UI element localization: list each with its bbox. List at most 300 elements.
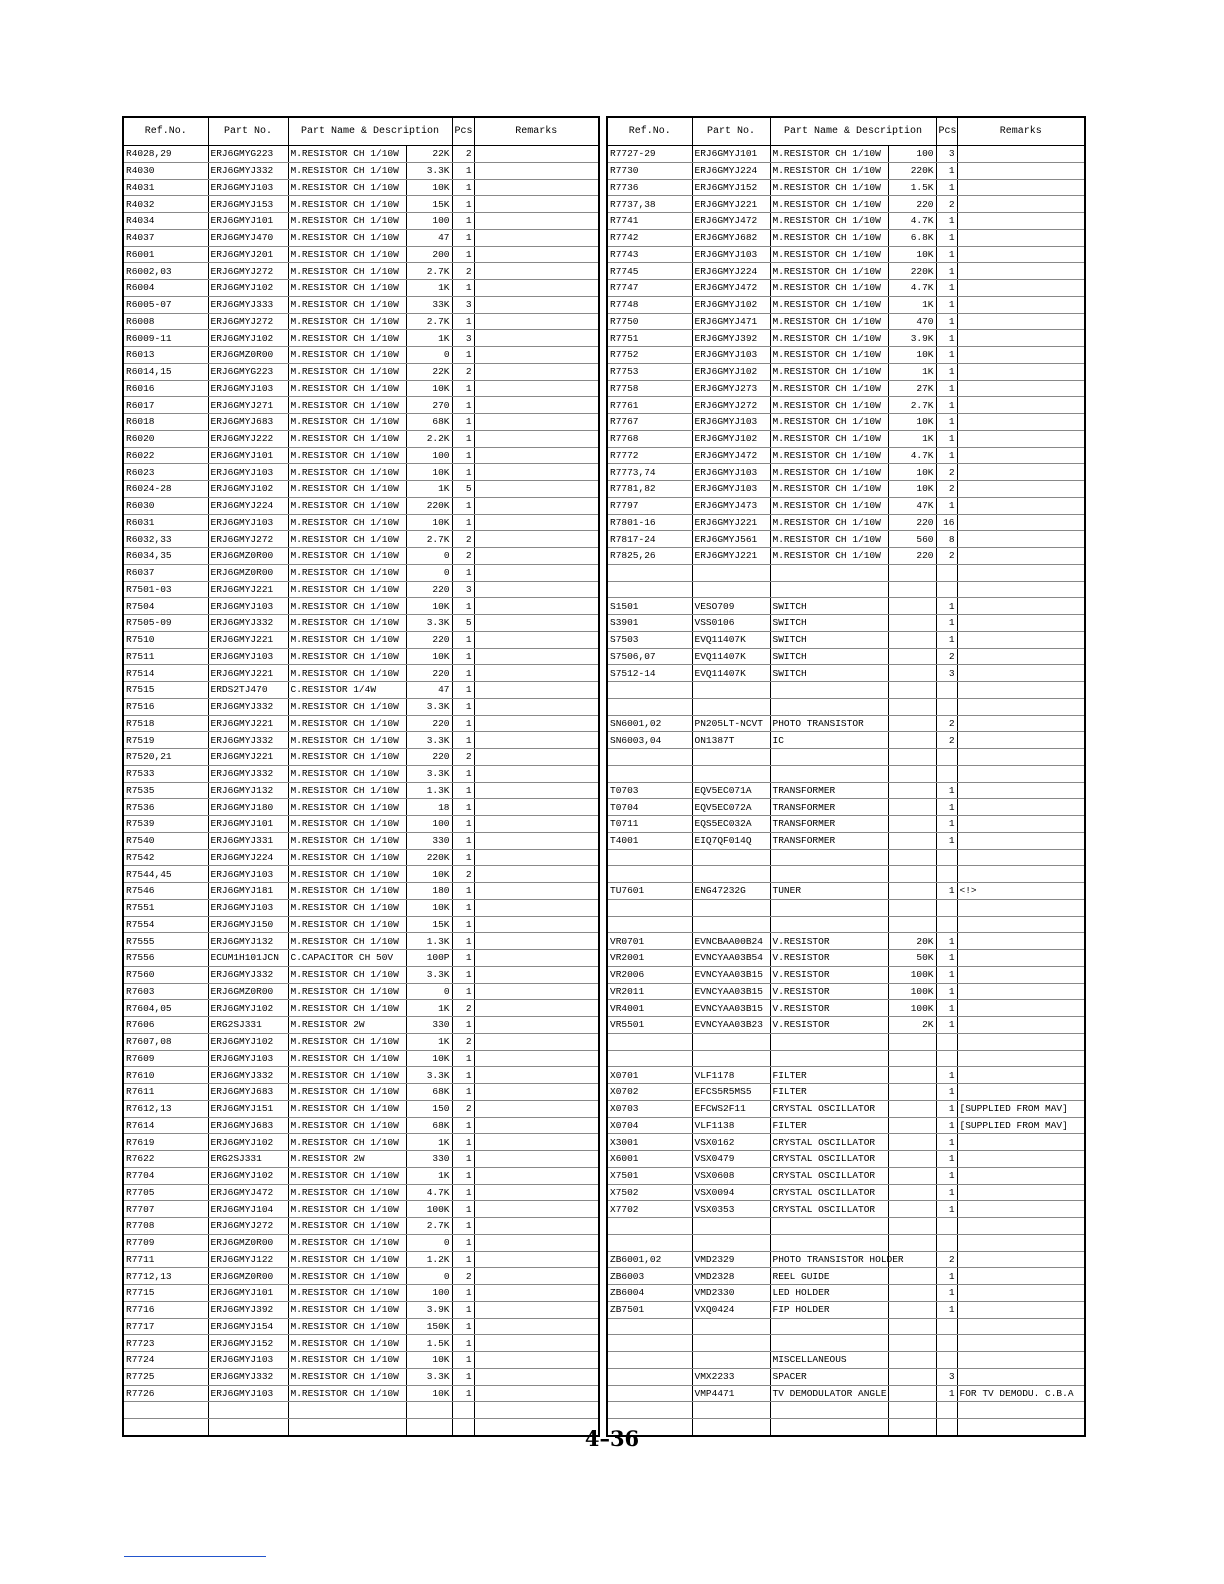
remarks-cell [957, 631, 1085, 648]
pcs-cell [936, 749, 957, 766]
description-cell: CRYSTAL OSCILLATOR [770, 1201, 888, 1218]
ref-no-cell: R7717 [123, 1318, 208, 1335]
value-cell [888, 916, 936, 933]
remarks-cell [957, 1218, 1085, 1235]
ref-no-cell: R7772 [607, 447, 692, 464]
description-cell: LED HOLDER [770, 1285, 888, 1302]
ref-no-cell: R6016 [123, 380, 208, 397]
remarks-cell [474, 715, 599, 732]
value-cell: 100 [406, 816, 452, 833]
remarks-cell [957, 497, 1085, 514]
value-cell [888, 598, 936, 615]
table-row [123, 196, 599, 213]
description-cell: M.RESISTOR 2W [288, 1017, 406, 1034]
part-no-cell: ERJ6GMYJ103 [208, 1352, 288, 1369]
value-cell: 15K [406, 916, 452, 933]
part-no-cell [692, 749, 770, 766]
part-no-cell: EVNCBAA00B24 [692, 933, 770, 950]
value-cell: 330 [406, 1017, 452, 1034]
description-cell: TRANSFORMER [770, 782, 888, 799]
ref-no-cell [607, 849, 692, 866]
ref-no-cell: R7707 [123, 1201, 208, 1218]
table-row [607, 782, 1085, 799]
remarks-cell [957, 698, 1085, 715]
description-cell: M.RESISTOR CH 1/10W [288, 1067, 406, 1084]
description-cell: CRYSTAL OSCILLATOR [770, 1100, 888, 1117]
pcs-cell: 5 [452, 481, 474, 498]
part-no-cell [692, 849, 770, 866]
part-no-cell [692, 581, 770, 598]
pcs-cell: 1 [936, 1117, 957, 1134]
value-cell: 220 [888, 196, 936, 213]
pcs-cell: 2 [452, 1268, 474, 1285]
table-row [607, 196, 1085, 213]
remarks-cell [474, 1218, 599, 1235]
part-no-cell: ERG2SJ331 [208, 1017, 288, 1034]
pcs-cell: 1 [452, 1352, 474, 1369]
table-row [607, 380, 1085, 397]
description-cell: CRYSTAL OSCILLATOR [770, 1134, 888, 1151]
remarks-cell [474, 1251, 599, 1268]
value-cell: 200 [406, 246, 452, 263]
part-no-cell: ERJ6GMYJ332 [208, 1368, 288, 1385]
pcs-cell: 1 [452, 196, 474, 213]
table-row [607, 1318, 1085, 1335]
pcs-cell: 1 [452, 1050, 474, 1067]
value-cell: 10K [406, 866, 452, 883]
value-cell: 2.7K [406, 313, 452, 330]
part-no-cell [692, 1234, 770, 1251]
part-no-cell: ERJ6GMYJ221 [208, 749, 288, 766]
header-pcs: Pcs [452, 117, 474, 146]
table-row [123, 648, 599, 665]
table-row [123, 1368, 599, 1385]
value-cell: 220K [406, 849, 452, 866]
description-cell: FILTER [770, 1067, 888, 1084]
description-cell: M.RESISTOR CH 1/10W [288, 380, 406, 397]
table-row [607, 179, 1085, 196]
ref-no-cell: R6034,35 [123, 548, 208, 565]
value-cell: 10K [888, 481, 936, 498]
ref-no-cell: R7773,74 [607, 464, 692, 481]
part-no-cell: ERJ6GMYG223 [208, 363, 288, 380]
value-cell: 3.3K [406, 1067, 452, 1084]
ref-no-cell: X0703 [607, 1100, 692, 1117]
table-row [123, 816, 599, 833]
ref-no-cell: T4001 [607, 832, 692, 849]
table-row [123, 414, 599, 431]
pcs-cell: 1 [452, 732, 474, 749]
ref-no-cell [607, 866, 692, 883]
description-cell: TV DEMODULATOR ANGLE [770, 1385, 888, 1402]
pcs-cell [936, 698, 957, 715]
part-no-cell: ERJ6GMYJ471 [692, 313, 770, 330]
part-no-cell: VLF1178 [692, 1067, 770, 1084]
ref-no-cell: R7505-09 [123, 615, 208, 632]
remarks-cell [474, 598, 599, 615]
remarks-cell: [SUPPLIED FROM MAV] [957, 1100, 1085, 1117]
part-no-cell: ERJ6GMYJ683 [208, 1084, 288, 1101]
description-cell: M.RESISTOR CH 1/10W [288, 1167, 406, 1184]
value-cell: 1.5K [406, 1335, 452, 1352]
ref-no-cell [607, 1368, 692, 1385]
value-cell [888, 1184, 936, 1201]
remarks-cell [474, 816, 599, 833]
part-no-cell: ERJ6GMYJ271 [208, 397, 288, 414]
remarks-cell [474, 1184, 599, 1201]
ref-no-cell: R7536 [123, 799, 208, 816]
value-cell: 2.2K [406, 430, 452, 447]
description-cell: M.RESISTOR CH 1/10W [288, 1033, 406, 1050]
part-no-cell: ERJ6GMYJ103 [692, 464, 770, 481]
remarks-cell [474, 883, 599, 900]
value-cell: 10K [406, 514, 452, 531]
value-cell: 22K [406, 146, 452, 163]
value-cell [888, 1385, 936, 1402]
table-row [123, 749, 599, 766]
remarks-cell [474, 464, 599, 481]
description-cell: M.RESISTOR CH 1/10W [288, 414, 406, 431]
table-row [123, 598, 599, 615]
part-no-cell: ERJ6GMYJ103 [208, 899, 288, 916]
part-no-cell [208, 1402, 288, 1419]
table-row [123, 732, 599, 749]
remarks-cell [957, 1368, 1085, 1385]
remarks-cell [474, 1368, 599, 1385]
remarks-cell [474, 1100, 599, 1117]
pcs-cell: 1 [452, 698, 474, 715]
ref-no-cell [607, 765, 692, 782]
remarks-cell [957, 950, 1085, 967]
pcs-cell: 2 [452, 263, 474, 280]
remarks-cell [957, 162, 1085, 179]
value-cell: 20K [888, 933, 936, 950]
pcs-cell: 1 [936, 1100, 957, 1117]
table-row [607, 849, 1085, 866]
value-cell: 100 [406, 1285, 452, 1302]
table-row [123, 246, 599, 263]
ref-no-cell: VR4001 [607, 1000, 692, 1017]
ref-no-cell: R4028,29 [123, 146, 208, 163]
part-no-cell: ERJ6GMYJ101 [692, 146, 770, 163]
part-no-cell: ERJ6GMYJ101 [208, 816, 288, 833]
pcs-cell [452, 1402, 474, 1419]
remarks-cell [957, 330, 1085, 347]
part-no-cell [692, 1352, 770, 1369]
value-cell: 100 [888, 146, 936, 163]
ref-no-cell: R7610 [123, 1067, 208, 1084]
header-part-no: Part No. [692, 117, 770, 146]
ref-no-cell: R7742 [607, 229, 692, 246]
pcs-cell: 2 [936, 732, 957, 749]
value-cell: 100K [888, 966, 936, 983]
part-no-cell: VSX0094 [692, 1184, 770, 1201]
part-no-cell: ERJ6GMYJ151 [208, 1100, 288, 1117]
table-row [123, 1100, 599, 1117]
ref-no-cell: R7727-29 [607, 146, 692, 163]
pcs-cell: 1 [452, 1368, 474, 1385]
table-row [123, 397, 599, 414]
description-cell: M.RESISTOR CH 1/10W [770, 263, 888, 280]
table-row [123, 430, 599, 447]
pcs-cell: 1 [452, 213, 474, 230]
pcs-cell: 1 [452, 1067, 474, 1084]
value-cell [888, 749, 936, 766]
ref-no-cell: R7519 [123, 732, 208, 749]
pcs-cell: 1 [936, 497, 957, 514]
pcs-cell [936, 765, 957, 782]
remarks-cell [957, 581, 1085, 598]
remarks-cell [474, 263, 599, 280]
remarks-cell [957, 213, 1085, 230]
table-row [123, 1301, 599, 1318]
description-cell: M.RESISTOR CH 1/10W [288, 1301, 406, 1318]
part-no-cell: EQV5EC072A [692, 799, 770, 816]
pcs-cell: 1 [452, 933, 474, 950]
value-cell: 100 [406, 447, 452, 464]
description-cell: IC [770, 732, 888, 749]
part-no-cell: VMX2233 [692, 1368, 770, 1385]
part-no-cell: ERJ6GMYJ102 [208, 330, 288, 347]
part-no-cell: ERJ6GMYJ332 [208, 698, 288, 715]
ref-no-cell [607, 581, 692, 598]
table-row [123, 1218, 599, 1235]
part-no-cell: ERJ6GMYJ224 [208, 849, 288, 866]
ref-no-cell [607, 1335, 692, 1352]
description-cell: M.RESISTOR CH 1/10W [288, 497, 406, 514]
ref-no-cell: R7817-24 [607, 531, 692, 548]
description-cell: PHOTO TRANSISTOR [770, 715, 888, 732]
pcs-cell: 3 [452, 296, 474, 313]
value-cell: 68K [406, 1084, 452, 1101]
description-cell: M.RESISTOR CH 1/10W [288, 883, 406, 900]
description-cell: M.RESISTOR CH 1/10W [770, 380, 888, 397]
remarks-cell [957, 1285, 1085, 1302]
description-cell: M.RESISTOR CH 1/10W [288, 749, 406, 766]
part-no-cell: ERJ6GMYJ682 [692, 229, 770, 246]
table-row [607, 1268, 1085, 1285]
part-no-cell [692, 899, 770, 916]
pcs-cell: 1 [936, 832, 957, 849]
pcs-cell: 1 [936, 296, 957, 313]
description-cell: C.CAPACITOR CH 50V [288, 950, 406, 967]
ref-no-cell [607, 1218, 692, 1235]
ref-no-cell: X6001 [607, 1151, 692, 1168]
table-row [123, 665, 599, 682]
value-cell [888, 832, 936, 849]
part-no-cell: ERJ6GMYJ102 [692, 296, 770, 313]
value-cell [888, 732, 936, 749]
part-no-cell: ERJ6GMYJ473 [692, 497, 770, 514]
part-no-cell: ERJ6GMYJ221 [208, 665, 288, 682]
ref-no-cell: R7751 [607, 330, 692, 347]
value-cell: 100K [888, 1000, 936, 1017]
pcs-cell: 1 [936, 782, 957, 799]
pcs-cell: 1 [452, 1184, 474, 1201]
part-no-cell: ERJ6GMYJ102 [208, 1167, 288, 1184]
remarks-cell [474, 280, 599, 297]
table-row [607, 883, 1085, 900]
pcs-cell: 1 [936, 1084, 957, 1101]
part-no-cell: ERJ6GMYJ272 [692, 397, 770, 414]
ref-no-cell: T0704 [607, 799, 692, 816]
description-cell: M.RESISTOR CH 1/10W [288, 832, 406, 849]
description-cell [770, 1402, 888, 1419]
remarks-cell [474, 581, 599, 598]
pcs-cell: 1 [936, 1167, 957, 1184]
ref-no-cell: R7533 [123, 765, 208, 782]
value-cell: 220 [888, 514, 936, 531]
remarks-cell [957, 179, 1085, 196]
remarks-cell [474, 682, 599, 699]
description-cell [770, 581, 888, 598]
remarks-cell [957, 196, 1085, 213]
part-no-cell [692, 1033, 770, 1050]
remarks-cell [957, 665, 1085, 682]
part-no-cell: ERJ6GMZ0R00 [208, 1268, 288, 1285]
remarks-cell [474, 1402, 599, 1419]
part-no-cell: ERJ6GMYJ101 [208, 447, 288, 464]
value-cell [888, 1368, 936, 1385]
description-cell: M.RESISTOR CH 1/10W [288, 816, 406, 833]
ref-no-cell: R7544,45 [123, 866, 208, 883]
description-cell: M.RESISTOR CH 1/10W [288, 1318, 406, 1335]
description-cell: M.RESISTOR CH 1/10W [288, 1000, 406, 1017]
value-cell: 0 [406, 548, 452, 565]
pcs-cell: 1 [452, 162, 474, 179]
part-no-cell: ERJ6GMYJ472 [208, 1184, 288, 1201]
header-description: Part Name & Description [288, 117, 452, 146]
pcs-cell: 1 [452, 246, 474, 263]
remarks-cell [474, 330, 599, 347]
remarks-cell: FOR TV DEMODU. C.B.A [957, 1385, 1085, 1402]
pcs-cell: 1 [936, 246, 957, 263]
part-no-cell: ERJ6GMYJ101 [208, 213, 288, 230]
part-no-cell: EVQ11407K [692, 631, 770, 648]
description-cell: M.RESISTOR CH 1/10W [288, 1218, 406, 1235]
table-row [123, 1201, 599, 1218]
part-no-cell: ERJ6GMYJ102 [208, 1134, 288, 1151]
header-description: Part Name & Description [770, 117, 936, 146]
pcs-cell: 5 [452, 615, 474, 632]
pcs-cell: 3 [452, 581, 474, 598]
pcs-cell: 1 [452, 347, 474, 364]
remarks-cell [474, 983, 599, 1000]
table-row [123, 866, 599, 883]
description-cell: M.RESISTOR CH 1/10W [288, 213, 406, 230]
table-row [123, 832, 599, 849]
remarks-cell: [SUPPLIED FROM MAV] [957, 1117, 1085, 1134]
value-cell: 1.3K [406, 782, 452, 799]
remarks-cell [957, 296, 1085, 313]
pcs-cell: 1 [936, 229, 957, 246]
value-cell [888, 1134, 936, 1151]
remarks-cell [957, 1335, 1085, 1352]
ref-no-cell: R7555 [123, 933, 208, 950]
description-cell: M.RESISTOR CH 1/10W [288, 1285, 406, 1302]
remarks-cell [474, 782, 599, 799]
value-cell: 0 [406, 347, 452, 364]
remarks-cell [957, 715, 1085, 732]
pcs-cell: 1 [936, 598, 957, 615]
remarks-cell [474, 698, 599, 715]
value-cell: 3.3K [406, 732, 452, 749]
part-no-cell: ERJ6GMYJ103 [208, 380, 288, 397]
remarks-cell [957, 1251, 1085, 1268]
pcs-cell: 1 [452, 1218, 474, 1235]
description-cell: M.RESISTOR CH 1/10W [770, 196, 888, 213]
part-no-cell: ERJ6GMYJ153 [208, 196, 288, 213]
remarks-cell [474, 146, 599, 163]
ref-no-cell: R7607,08 [123, 1033, 208, 1050]
value-cell [888, 816, 936, 833]
remarks-cell [474, 481, 599, 498]
value-cell: 220 [406, 749, 452, 766]
pcs-cell: 1 [452, 715, 474, 732]
pcs-cell: 1 [936, 263, 957, 280]
value-cell: 150K [406, 1318, 452, 1335]
pcs-cell: 16 [936, 514, 957, 531]
part-no-cell: ERJ6GMYJ103 [692, 246, 770, 263]
table-row [607, 531, 1085, 548]
ref-no-cell: X7702 [607, 1201, 692, 1218]
remarks-cell [474, 447, 599, 464]
ref-no-cell: R7606 [123, 1017, 208, 1034]
value-cell: 1K [406, 330, 452, 347]
description-cell: M.RESISTOR CH 1/10W [770, 531, 888, 548]
value-cell [888, 899, 936, 916]
pcs-cell: 1 [452, 179, 474, 196]
description-cell: M.RESISTOR CH 1/10W [288, 397, 406, 414]
value-cell: 0 [406, 564, 452, 581]
ref-no-cell: R4034 [123, 213, 208, 230]
value-cell: 0 [406, 1234, 452, 1251]
remarks-cell [957, 363, 1085, 380]
pcs-cell: 1 [936, 933, 957, 950]
pcs-cell: 1 [452, 414, 474, 431]
remarks-cell [474, 1117, 599, 1134]
remarks-cell [474, 531, 599, 548]
value-cell: 1K [406, 481, 452, 498]
remarks-cell [474, 1067, 599, 1084]
part-no-cell [692, 1335, 770, 1352]
remarks-cell [474, 196, 599, 213]
remarks-cell [957, 1151, 1085, 1168]
part-no-cell: VESO709 [692, 598, 770, 615]
table-row [123, 213, 599, 230]
pcs-cell [936, 866, 957, 883]
ref-no-cell: R7535 [123, 782, 208, 799]
ref-no-cell: R6031 [123, 514, 208, 531]
value-cell: 0 [406, 1268, 452, 1285]
table-row [607, 280, 1085, 297]
value-cell [888, 1218, 936, 1235]
ref-no-cell: R6014,15 [123, 363, 208, 380]
part-no-cell: ERJ6GMYJ331 [208, 832, 288, 849]
part-no-cell: ERJ6GMZ0R00 [208, 1234, 288, 1251]
description-cell: M.RESISTOR CH 1/10W [288, 581, 406, 598]
ref-no-cell: R7542 [123, 849, 208, 866]
table-row [607, 146, 1085, 163]
value-cell: 10K [406, 464, 452, 481]
ref-no-cell: R7551 [123, 899, 208, 916]
ref-no-cell: S7503 [607, 631, 692, 648]
part-no-cell: ERJ6GMYJ103 [208, 598, 288, 615]
description-cell: TUNER [770, 883, 888, 900]
description-cell: M.RESISTOR CH 1/10W [288, 1234, 406, 1251]
pcs-cell: 1 [452, 832, 474, 849]
part-no-cell: ERJ6GMYJ221 [692, 548, 770, 565]
